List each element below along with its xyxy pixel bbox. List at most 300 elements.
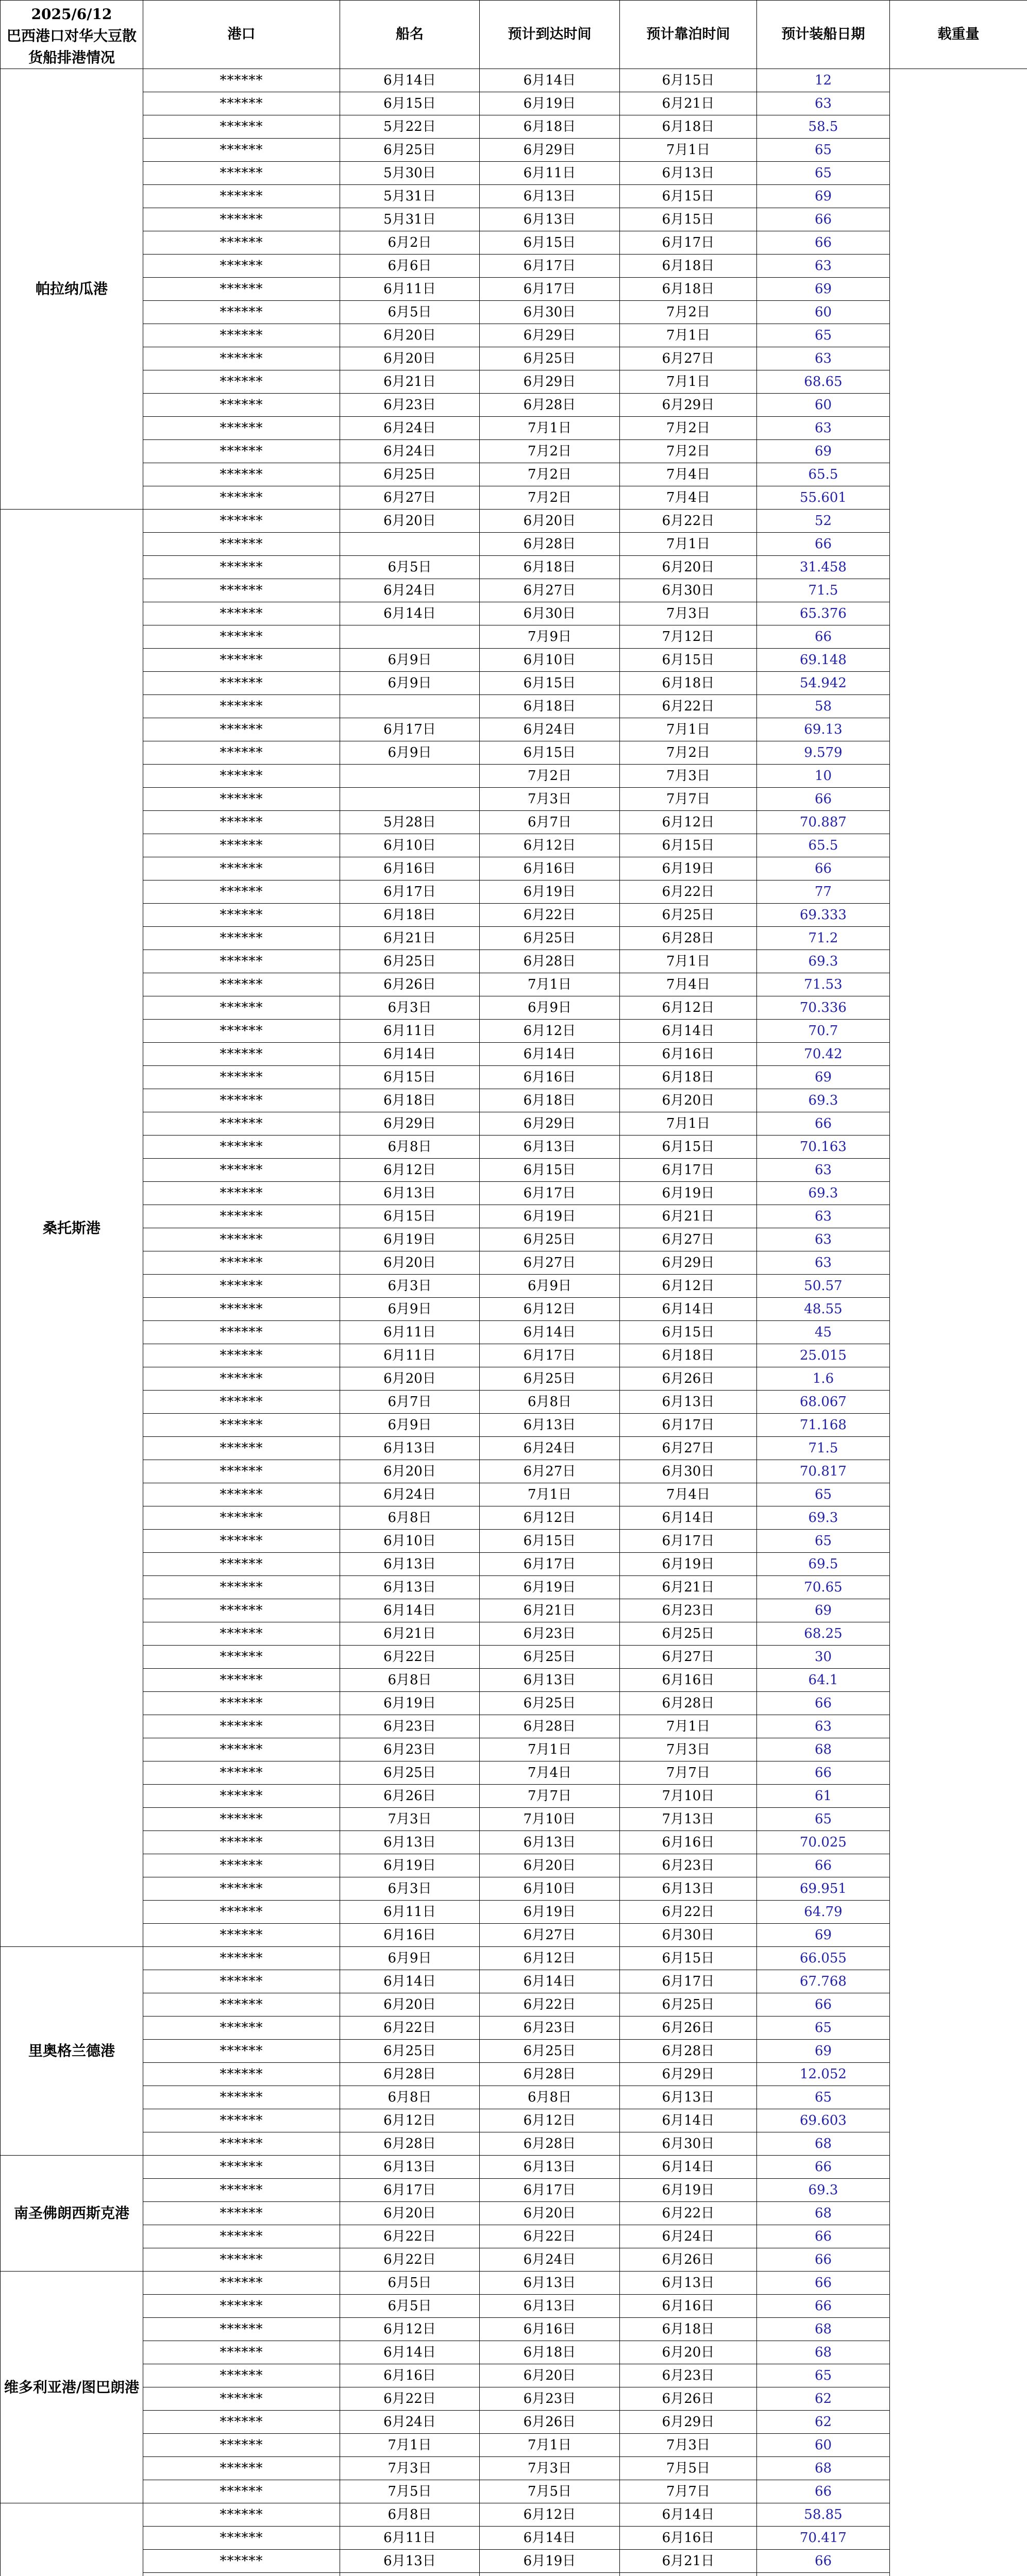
ship-name-cell: ****** — [143, 1344, 340, 1367]
ship-name-cell: ****** — [143, 1205, 340, 1228]
load-date-cell: 6月26日 — [620, 2248, 757, 2272]
table-row — [1, 1043, 1027, 1066]
report-date: 2025/6/12 — [31, 6, 112, 23]
volume-cell: 66 — [757, 1854, 890, 1877]
volume-cell: 12.052 — [757, 2063, 890, 2086]
ship-name-cell: ****** — [143, 602, 340, 625]
ship-name-cell: ****** — [143, 2109, 340, 2132]
arrive-date-cell: 6月15日 — [340, 1205, 480, 1228]
table-row — [1, 1136, 1027, 1159]
load-date-cell: 6月16日 — [620, 2527, 757, 2550]
ship-name-cell: ****** — [143, 1530, 340, 1553]
table-row — [1, 625, 1027, 649]
arrive-date-cell — [340, 765, 480, 788]
arrive-date-cell: 6月13日 — [340, 1576, 480, 1599]
load-date-cell: 6月14日 — [620, 2503, 757, 2527]
ship-name-cell: ****** — [143, 1182, 340, 1205]
table-row — [1, 139, 1027, 162]
ship-name-cell: ****** — [143, 533, 340, 556]
berth-date-cell: 6月18日 — [480, 115, 620, 139]
ship-name-cell: ****** — [143, 417, 340, 440]
load-date-cell: 6月14日 — [620, 1298, 757, 1321]
load-date-cell: 6月15日 — [620, 69, 757, 92]
table-row — [1, 649, 1027, 672]
ship-name-cell: ****** — [143, 2225, 340, 2248]
report-title: 巴西港口对华大豆散货船排港情况 — [6, 27, 137, 66]
arrive-date-cell: 6月11日 — [340, 278, 480, 301]
arrive-date-cell: 6月20日 — [340, 347, 480, 370]
volume-cell: 69.13 — [757, 718, 890, 741]
berth-date-cell: 6月18日 — [480, 1089, 620, 1112]
berth-date-cell: 6月25日 — [480, 1367, 620, 1391]
table-row — [1, 2573, 1027, 2576]
berth-date-cell: 6月27日 — [480, 579, 620, 602]
arrive-date-cell: 6月25日 — [340, 1761, 480, 1785]
load-date-cell: 6月17日 — [620, 1530, 757, 1553]
ship-name-cell: ****** — [143, 1877, 340, 1901]
table-row — [1, 440, 1027, 463]
load-date-cell: 6月30日 — [620, 1924, 757, 1947]
berth-date-cell: 6月8日 — [480, 2086, 620, 2109]
table-row — [1, 1066, 1027, 1089]
berth-date-cell: 6月15日 — [480, 741, 620, 765]
volume-cell: 63 — [757, 1715, 890, 1738]
berth-date-cell: 6月28日 — [480, 2063, 620, 2086]
ship-name-cell: ****** — [143, 1553, 340, 1576]
arrive-date-cell: 6月11日 — [340, 2527, 480, 2550]
ship-name-cell: ****** — [143, 1599, 340, 1622]
berth-date-cell: 6月14日 — [480, 1970, 620, 1993]
volume-cell: 68.25 — [757, 1622, 890, 1646]
ship-name-cell: ****** — [143, 834, 340, 857]
berth-date-cell: 6月20日 — [480, 510, 620, 533]
table-row — [1, 718, 1027, 741]
ship-name-cell: ****** — [143, 1414, 340, 1437]
ship-name-cell: ****** — [143, 1112, 340, 1136]
ship-name-cell: ****** — [143, 788, 340, 811]
ship-name-cell: ****** — [143, 2179, 340, 2202]
berth-date-cell: 6月30日 — [480, 301, 620, 324]
ship-name-cell: ****** — [143, 2364, 340, 2387]
load-date-cell: 6月13日 — [620, 1391, 757, 1414]
table-row — [1, 1715, 1027, 1738]
ship-name-cell: ****** — [143, 2503, 340, 2527]
berth-date-cell: 6月28日 — [480, 1715, 620, 1738]
ship-name-cell: ****** — [143, 811, 340, 834]
ship-name-cell: ****** — [143, 1715, 340, 1738]
arrive-date-cell: 6月17日 — [340, 880, 480, 904]
ship-name-cell: ****** — [143, 2086, 340, 2109]
ship-name-cell: ****** — [143, 904, 340, 927]
ship-name-cell: ****** — [143, 1993, 340, 2016]
berth-date-cell: 7月1日 — [480, 1483, 620, 1506]
berth-date-cell: 7月5日 — [480, 2480, 620, 2503]
volume-cell: 65 — [757, 162, 890, 185]
arrive-date-cell: 6月14日 — [340, 602, 480, 625]
ship-name-cell: ****** — [143, 1738, 340, 1761]
berth-date-cell: 6月14日 — [480, 1321, 620, 1344]
table-row — [1, 2387, 1027, 2411]
volume-cell: 62 — [757, 2387, 890, 2411]
volume-cell: 45 — [757, 1321, 890, 1344]
volume-cell: 66 — [757, 1692, 890, 1715]
table-row — [1, 301, 1027, 324]
load-date-cell: 6月18日 — [620, 672, 757, 695]
volume-cell: 60 — [757, 394, 890, 417]
volume-cell: 69.3 — [757, 950, 890, 973]
ship-name-cell: ****** — [143, 2480, 340, 2503]
berth-date-cell: 6月25日 — [480, 1692, 620, 1715]
volume-cell: 71.168 — [757, 1414, 890, 1437]
berth-date-cell: 6月9日 — [480, 1275, 620, 1298]
arrive-date-cell: 5月22日 — [340, 115, 480, 139]
arrive-date-cell: 6月12日 — [340, 2109, 480, 2132]
arrive-date-cell: 6月11日 — [340, 1321, 480, 1344]
berth-date-cell — [480, 2573, 620, 2576]
table-row — [1, 579, 1027, 602]
volume-cell: 66 — [757, 1761, 890, 1785]
volume-cell: 66 — [757, 2480, 890, 2503]
berth-date-cell: 6月15日 — [480, 231, 620, 255]
ship-name-cell: ****** — [143, 695, 340, 718]
load-date-cell: 6月23日 — [620, 1854, 757, 1877]
volume-cell: 66 — [757, 208, 890, 231]
berth-date-cell: 6月12日 — [480, 834, 620, 857]
volume-cell: 71.5 — [757, 1437, 890, 1460]
volume-cell: 65.5 — [757, 463, 890, 486]
load-date-cell: 6月14日 — [620, 2109, 757, 2132]
volume-cell: 71.2 — [757, 927, 890, 950]
berth-date-cell: 6月19日 — [480, 880, 620, 904]
ship-name-cell: ****** — [143, 162, 340, 185]
arrive-date-cell: 7月3日 — [340, 2457, 480, 2480]
arrive-date-cell: 6月15日 — [340, 1066, 480, 1089]
load-date-cell: 6月22日 — [620, 510, 757, 533]
load-date-cell: 6月27日 — [620, 1228, 757, 1251]
table-row — [1, 2179, 1027, 2202]
berth-date-cell: 7月1日 — [480, 1738, 620, 1761]
volume-cell: 48.55 — [757, 1298, 890, 1321]
table-row — [1, 1692, 1027, 1715]
table-row — [1, 1182, 1027, 1205]
volume-cell: 69.148 — [757, 649, 890, 672]
ship-name-cell: ****** — [143, 1066, 340, 1089]
table-row — [1, 2109, 1027, 2132]
arrive-date-cell: 6月23日 — [340, 1738, 480, 1761]
port-name-cell: 维多利亚港/图巴朗港 — [1, 2272, 143, 2503]
berth-date-cell: 6月25日 — [480, 927, 620, 950]
volume-cell: 71.53 — [757, 973, 890, 996]
volume-cell: 70.42 — [757, 1043, 890, 1066]
ship-name-cell: ****** — [143, 625, 340, 649]
ship-name-cell: ****** — [143, 1785, 340, 1808]
berth-date-cell: 6月13日 — [480, 185, 620, 208]
volume-cell: 65 — [757, 2364, 890, 2387]
table-row — [1, 1646, 1027, 1669]
berth-date-cell: 7月1日 — [480, 973, 620, 996]
load-date-cell: 7月2日 — [620, 417, 757, 440]
load-date-cell: 6月21日 — [620, 92, 757, 115]
load-date-cell: 6月21日 — [620, 1205, 757, 1228]
table-row — [1, 1367, 1027, 1391]
berth-date-cell: 6月8日 — [480, 1391, 620, 1414]
volume-cell: 66 — [757, 1993, 890, 2016]
volume-cell: 69.3 — [757, 1182, 890, 1205]
ship-name-cell: ****** — [143, 231, 340, 255]
berth-date-cell: 6月25日 — [480, 1228, 620, 1251]
berth-date-cell: 6月12日 — [480, 1298, 620, 1321]
ship-name-cell: ****** — [143, 741, 340, 765]
volume-cell: 66 — [757, 2156, 890, 2179]
ship-name-cell: ****** — [143, 2202, 340, 2225]
arrive-date-cell: 6月20日 — [340, 1993, 480, 2016]
table-row — [1, 2527, 1027, 2550]
table-row — [1, 1112, 1027, 1136]
load-date-cell: 6月16日 — [620, 1669, 757, 1692]
arrive-date-cell: 6月22日 — [340, 2248, 480, 2272]
arrive-date-cell: 6月20日 — [340, 510, 480, 533]
arrive-date-cell: 6月13日 — [340, 1831, 480, 1854]
volume-cell: 10 — [757, 765, 890, 788]
ship-name-cell: ****** — [143, 2248, 340, 2272]
table-row — [1, 486, 1027, 510]
berth-date-cell: 6月15日 — [480, 1530, 620, 1553]
berth-date-cell: 6月23日 — [480, 2387, 620, 2411]
table-row — [1, 1761, 1027, 1785]
ship-name-cell: ****** — [143, 1321, 340, 1344]
ship-name-cell: ****** — [143, 765, 340, 788]
arrive-date-cell: 6月14日 — [340, 1970, 480, 1993]
load-date-cell: 6月28日 — [620, 1692, 757, 1715]
table-row — [1, 1622, 1027, 1646]
table-row — [1, 2457, 1027, 2480]
volume-cell: 65 — [757, 1483, 890, 1506]
port-name-cell: 里奥格兰德港 — [1, 1947, 143, 2156]
berth-date-cell: 6月28日 — [480, 950, 620, 973]
load-date-cell: 7月4日 — [620, 486, 757, 510]
volume-cell: 68 — [757, 2457, 890, 2480]
berth-date-cell: 6月10日 — [480, 1877, 620, 1901]
table-row — [1, 904, 1027, 927]
berth-date-cell: 6月25日 — [480, 1646, 620, 1669]
table-row — [1, 880, 1027, 904]
load-date-cell: 6月23日 — [620, 2364, 757, 2387]
table-row — [1, 1483, 1027, 1506]
load-date-cell: 6月13日 — [620, 2086, 757, 2109]
load-date-cell: 7月1日 — [620, 1112, 757, 1136]
table-row — [1, 463, 1027, 486]
arrive-date-cell: 5月31日 — [340, 208, 480, 231]
arrive-date-cell: 6月11日 — [340, 1020, 480, 1043]
volume-cell: 25.015 — [757, 1344, 890, 1367]
load-date-cell: 6月19日 — [620, 1182, 757, 1205]
volume-cell: 65 — [757, 2016, 890, 2040]
load-date-cell: 6月14日 — [620, 2156, 757, 2179]
load-date-cell: 6月27日 — [620, 347, 757, 370]
table-row — [1, 1530, 1027, 1553]
header-row — [1, 1, 1027, 69]
berth-date-cell: 6月29日 — [480, 324, 620, 347]
load-date-cell: 6月25日 — [620, 1622, 757, 1646]
berth-date-cell: 6月19日 — [480, 1901, 620, 1924]
ship-name-cell: ****** — [143, 115, 340, 139]
volume-cell: 54.942 — [757, 672, 890, 695]
arrive-date-cell: 6月21日 — [340, 1622, 480, 1646]
arrive-date-cell: 6月20日 — [340, 324, 480, 347]
arrive-date-cell: 6月24日 — [340, 440, 480, 463]
volume-cell: 31.458 — [757, 556, 890, 579]
load-date-cell: 6月22日 — [620, 880, 757, 904]
berth-date-cell: 6月29日 — [480, 370, 620, 394]
load-date-cell: 6月20日 — [620, 556, 757, 579]
berth-date-cell: 6月19日 — [480, 1576, 620, 1599]
arrive-date-cell: 6月18日 — [340, 1089, 480, 1112]
table-row — [1, 788, 1027, 811]
ship-name-cell: ****** — [143, 510, 340, 533]
volume-cell: 58.85 — [757, 2503, 890, 2527]
arrive-date-cell: 6月13日 — [340, 2156, 480, 2179]
table-row — [1, 765, 1027, 788]
berth-date-cell: 6月16日 — [480, 2318, 620, 2341]
arrive-date-cell: 6月21日 — [340, 927, 480, 950]
berth-date-cell: 6月17日 — [480, 255, 620, 278]
arrive-date-cell — [340, 788, 480, 811]
load-date-cell: 7月2日 — [620, 440, 757, 463]
ship-name-cell: ****** — [143, 579, 340, 602]
table-row — [1, 1275, 1027, 1298]
table-row — [1, 1228, 1027, 1251]
col-header-berth: 预计靠泊时间 — [620, 1, 757, 69]
berth-date-cell: 7月2日 — [480, 765, 620, 788]
volume-cell: 63 — [757, 1228, 890, 1251]
berth-date-cell: 6月25日 — [480, 2040, 620, 2063]
table-row — [1, 672, 1027, 695]
arrive-date-cell: 5月31日 — [340, 185, 480, 208]
volume-cell: 69.3 — [757, 1089, 890, 1112]
arrive-date-cell: 6月5日 — [340, 2272, 480, 2295]
ship-name-cell: ****** — [143, 1136, 340, 1159]
berth-date-cell: 6月14日 — [480, 69, 620, 92]
berth-date-cell: 7月10日 — [480, 1808, 620, 1831]
load-date-cell: 6月19日 — [620, 2179, 757, 2202]
ship-name-cell: ****** — [143, 2016, 340, 2040]
col-header-load: 预计装船日期 — [757, 1, 890, 69]
volume-cell: 68 — [757, 2318, 890, 2341]
ship-name-cell: ****** — [143, 278, 340, 301]
table-row — [1, 556, 1027, 579]
berth-date-cell: 6月7日 — [480, 811, 620, 834]
load-date-cell: 6月26日 — [620, 2387, 757, 2411]
ship-name-cell: ****** — [143, 1159, 340, 1182]
load-date-cell: 6月17日 — [620, 1970, 757, 1993]
volume-cell: 60 — [757, 2434, 890, 2457]
table-row — [1, 1298, 1027, 1321]
volume-cell: 30 — [757, 1646, 890, 1669]
table-row — [1, 1854, 1027, 1877]
ship-name-cell: ****** — [143, 1367, 340, 1391]
ship-name-cell: ****** — [143, 394, 340, 417]
arrive-date-cell: 6月3日 — [340, 1877, 480, 1901]
volume-cell: 68 — [757, 2132, 890, 2156]
table-row — [1, 115, 1027, 139]
berth-date-cell: 6月13日 — [480, 208, 620, 231]
volume-cell: 69.951 — [757, 1877, 890, 1901]
ship-name-cell: ****** — [143, 1808, 340, 1831]
berth-date-cell: 6月23日 — [480, 1622, 620, 1646]
ship-name-cell: ****** — [143, 1831, 340, 1854]
volume-cell: 69 — [757, 185, 890, 208]
arrive-date-cell — [340, 533, 480, 556]
arrive-date-cell: 6月24日 — [340, 417, 480, 440]
load-date-cell: 7月4日 — [620, 973, 757, 996]
berth-date-cell: 6月12日 — [480, 1506, 620, 1530]
load-date-cell: 6月18日 — [620, 115, 757, 139]
ship-name-cell: ****** — [143, 1043, 340, 1066]
ship-name-cell: ****** — [143, 139, 340, 162]
berth-date-cell: 6月20日 — [480, 1854, 620, 1877]
table-row — [1, 834, 1027, 857]
ship-name-cell: ****** — [143, 1089, 340, 1112]
table-row — [1, 370, 1027, 394]
arrive-date-cell: 6月3日 — [340, 1275, 480, 1298]
arrive-date-cell: 6月25日 — [340, 950, 480, 973]
arrive-date-cell: 6月17日 — [340, 2179, 480, 2202]
berth-date-cell: 6月13日 — [480, 1136, 620, 1159]
load-date-cell: 6月17日 — [620, 231, 757, 255]
volume-cell: 69.5 — [757, 1553, 890, 1576]
ship-name-cell: ****** — [143, 1298, 340, 1321]
arrive-date-cell: 6月26日 — [340, 1785, 480, 1808]
arrive-date-cell: 6月13日 — [340, 2550, 480, 2573]
volume-cell: 61 — [757, 1785, 890, 1808]
arrive-date-cell: 6月7日 — [340, 1391, 480, 1414]
arrive-date-cell: 6月28日 — [340, 2063, 480, 2086]
ship-name-cell: ****** — [143, 1901, 340, 1924]
ship-name-cell: ****** — [143, 1483, 340, 1506]
volume-cell: 69 — [757, 440, 890, 463]
arrive-date-cell: 6月20日 — [340, 1460, 480, 1483]
volume-cell: 50.57 — [757, 1275, 890, 1298]
ship-name-cell: ****** — [143, 1228, 340, 1251]
ship-name-cell: ****** — [143, 2318, 340, 2341]
berth-date-cell: 6月17日 — [480, 1344, 620, 1367]
arrive-date-cell: 6月29日 — [340, 1112, 480, 1136]
load-date-cell: 6月28日 — [620, 2040, 757, 2063]
ship-name-cell: ****** — [143, 255, 340, 278]
volume-cell: 65.5 — [757, 834, 890, 857]
table-row — [1, 1321, 1027, 1344]
ship-name-cell: ****** — [143, 2063, 340, 2086]
col-header-volume: 载重量 — [890, 1, 1027, 69]
berth-date-cell: 7月3日 — [480, 788, 620, 811]
berth-date-cell: 6月19日 — [480, 92, 620, 115]
load-date-cell: 6月30日 — [620, 1460, 757, 1483]
col-header-arrive: 预计到达时间 — [480, 1, 620, 69]
berth-date-cell: 6月19日 — [480, 2550, 620, 2573]
arrive-date-cell: 7月1日 — [340, 2434, 480, 2457]
load-date-cell: 7月3日 — [620, 1738, 757, 1761]
table-row — [1, 2550, 1027, 2573]
load-date-cell: 7月2日 — [620, 301, 757, 324]
arrive-date-cell: 6月3日 — [340, 996, 480, 1020]
table-row — [1, 2132, 1027, 2156]
arrive-date-cell: 6月15日 — [340, 92, 480, 115]
volume-cell: 66 — [757, 2225, 890, 2248]
ship-name-cell: ****** — [143, 69, 340, 92]
ship-name-cell: ****** — [143, 440, 340, 463]
load-date-cell: 6月21日 — [620, 2550, 757, 2573]
load-date-cell: 6月14日 — [620, 1020, 757, 1043]
